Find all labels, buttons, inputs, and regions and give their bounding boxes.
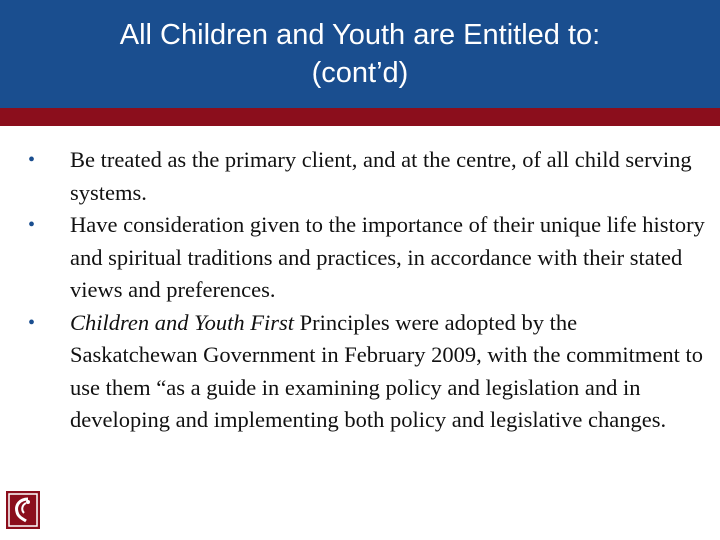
bullet-dot-icon: • xyxy=(28,214,36,236)
sk-advocate-logo-icon xyxy=(6,491,40,529)
title-line-1: All Children and Youth are Entitled to: xyxy=(119,19,601,51)
bullet-item xyxy=(26,307,706,437)
bullet-text: Be treated as the primary client, and at the centre, of all child serving systems. xyxy=(70,147,692,205)
slide-title xyxy=(120,16,600,92)
bullet-text: Principles were adopted by the Saskatchewan Government in February 2009, with the commitment to use them “as a guide in examining policy and legislation and in developing and implementing both policy and legislative changes. xyxy=(70,309,703,432)
bullet-list xyxy=(26,144,706,437)
bullet-item xyxy=(26,144,706,209)
bullet-dot-icon: • xyxy=(28,311,36,334)
title-bar xyxy=(0,0,720,108)
bullet-item xyxy=(26,209,706,307)
bullet-text-italic: Children and Youth First xyxy=(70,309,295,335)
bullet-text: Have consideration given to the importance of their unique life history and spiritual traditions and practices, in accordance with their stated views and preferences. xyxy=(70,212,705,302)
title-line-2: (cont’d) xyxy=(311,57,409,89)
accent-bar xyxy=(0,108,720,126)
bullet-dot-icon: • xyxy=(28,149,36,171)
